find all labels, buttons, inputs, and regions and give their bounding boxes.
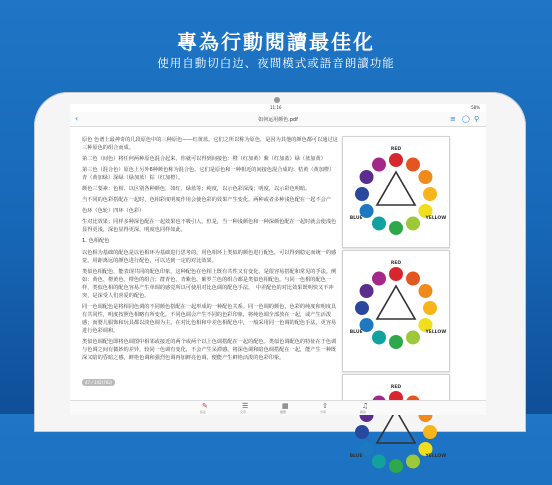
paragraph: 第二色（间色）将任何两种原色混合起来，你就可以得到间接色：橙（红加黄）紫（红加蓝）绿（蓝加黄） xyxy=(82,156,326,163)
color-swatch xyxy=(423,187,437,201)
toolbar-label: 缩图 xyxy=(280,410,287,414)
status-bar xyxy=(70,104,486,112)
paragraph: 色环（色轮）四环（色彩） xyxy=(82,208,145,215)
color-swatch xyxy=(418,284,432,298)
color-swatch xyxy=(372,272,386,286)
paragraph: 生对比效果；同样多种深色配在一起效果也不吸引人。但是，当一种浅颜色和一种深颜色配在一起时就会使浅色显得更浅，深色显得更深，明度也同样如此。 xyxy=(82,219,337,234)
wheel-label: BLUE xyxy=(349,216,363,221)
search-icon[interactable]: ⚲ xyxy=(474,115,480,123)
toolbar-label: 文字 xyxy=(240,410,247,414)
color-swatch xyxy=(423,301,437,315)
color-swatch xyxy=(372,330,386,344)
wheel-label: RED xyxy=(390,147,402,152)
toolbar-label: 分享 xyxy=(320,410,327,414)
paragraph: 第三色（混合色）原色上另外6种颜色称为混合色。它们是原色和一种相近的间接色混合成的：桔黄（黄加橙）青（黄加绿）深绿（绿加蓝）棕（红加橙）。 xyxy=(82,167,335,182)
text-icon[interactable]: ☰ xyxy=(242,402,249,410)
paragraph: 以色相为基础的配色是以色相环为基础进行思考的，用色相环上类似的颜色进行配色，可以得到稳定而统一的感觉。用距离远的颜色进行配色，可以达到一定的对比效果。 xyxy=(82,249,337,264)
paragraph: 颜色三要素：色相、以区别各种颜色，如红、绿蓝等；纯度，以示色彩深浅；明度，以示彩色明暗。 xyxy=(82,186,311,193)
wheel-label: BLUE xyxy=(349,330,363,335)
section-heading: 1. 色相配色 xyxy=(82,238,110,245)
toolbar-label: 朗读 xyxy=(360,410,367,414)
paragraph: 原色 色谱上最神奇的几段原色中的三种原色——红黄蓝。它们之所以称为原色，是因为其他的颜色都可以通过这三种原色的组合而成。 xyxy=(82,137,338,152)
thumbnail-icon[interactable]: ▦ xyxy=(282,402,289,410)
color-swatch xyxy=(355,425,369,439)
wheel-label: RED xyxy=(390,385,402,390)
paragraph: 同一色调配色是将相同色调的不同颜色搭配在一起形成的一种配色关系。同一色调的颜色，色彩的纯度和明度具有共同性，明度按照色相略有所变化。不同色调会产生不同的色彩印象，将纯色调全部放在一起，或产生活泼感；而婴儿服饰和玩具都以淡色调为主。在对比色相和中差色相配色中，一般采用同一色调的配色手法，更容易进行色彩调和。 xyxy=(82,303,337,334)
wheel-label: RED xyxy=(390,261,402,266)
document-text xyxy=(82,136,338,365)
camera-dot xyxy=(274,97,280,103)
color-swatch xyxy=(389,153,403,167)
color-swatch xyxy=(389,267,403,281)
color-swatch xyxy=(389,459,403,473)
color-swatch xyxy=(355,187,369,201)
color-swatch xyxy=(406,158,420,172)
color-swatch xyxy=(360,170,374,184)
back-icon[interactable]: ‹ xyxy=(75,114,79,123)
share-icon[interactable]: ⇧ xyxy=(322,402,328,410)
wheel-label: YELLOW xyxy=(425,330,447,335)
color-wheel-figure xyxy=(342,136,450,248)
wheel-label: YELLOW xyxy=(425,216,447,221)
wheel-label: YELLOW xyxy=(425,454,447,459)
color-swatch xyxy=(372,158,386,172)
color-swatch xyxy=(418,170,432,184)
document-title: 如何运用颜色.pdf xyxy=(258,117,298,123)
highlight-icon[interactable]: ✎ xyxy=(202,402,208,410)
paragraph: 类似色调配色即将色调图中相邻或接近的两个或两个以上色调搭配在一起的配色。类似色调配色的特征在于色调与色调之间有微妙的差异，较同一色调有变化，不会产生呆滞感。将深色调和暗色调搭配在一起，能产生一种既深又暗的昏暗之感，鲜艳色调和强烈色调再加鲜亮色调，便能产生鲜艳活泼的色彩印象。 xyxy=(82,338,337,362)
primary-triangle xyxy=(377,286,415,319)
color-swatch xyxy=(355,301,369,315)
headline: 專為行動閱讀最佳化 xyxy=(177,30,375,54)
color-swatch xyxy=(372,454,386,468)
bookmark-icon[interactable]: ◯ xyxy=(462,115,470,123)
color-swatch xyxy=(406,454,420,468)
app-screen xyxy=(70,104,486,459)
primary-triangle xyxy=(377,172,415,205)
paragraph: 当不同的色彩搭配在一起时，色相彩度明度作用会使色彩的效果产生变化。两种或者多种浅色配在一起不会产 xyxy=(82,197,332,204)
status-time: 11:16 xyxy=(270,105,282,110)
navigation-bar xyxy=(70,112,486,127)
bottom-toolbar xyxy=(70,400,486,415)
color-swatch xyxy=(406,272,420,286)
color-swatch xyxy=(389,335,403,349)
color-swatch xyxy=(406,330,420,344)
speaker-icon[interactable]: ♫ xyxy=(362,402,369,410)
color-swatch xyxy=(423,425,437,439)
subheadline: 使用自動切白边、夜間模式或語音朗讀功能 xyxy=(157,56,395,70)
toolbar-label: 标注 xyxy=(200,410,207,414)
page-indicator: 47 / 142(782) xyxy=(82,379,115,386)
wheel-label: BLUE xyxy=(349,454,363,459)
color-swatch xyxy=(389,221,403,235)
color-swatch xyxy=(360,284,374,298)
color-wheel-figure xyxy=(342,250,450,372)
color-swatch xyxy=(406,216,420,230)
status-battery: 58% xyxy=(471,105,480,110)
list-icon[interactable]: ≡ xyxy=(450,115,456,123)
color-swatch xyxy=(372,216,386,230)
paragraph: 类似色相配色，能表现共同的配色印象。这种配色在色相上既有共性又有变化，是很容易搭配和常见的手法。例如：黄色、橙黄色、橙色的组合；群青色、青紫色、紫罗兰色的组合都是类似色相配色。与同一色相的配色一样，类似色相的配色容易产生单调的感觉所以可使用对比色调的配色手法。 中差配色的对比效果既明快又不冲突，是深受人们喜爱的配色。 xyxy=(82,268,337,299)
